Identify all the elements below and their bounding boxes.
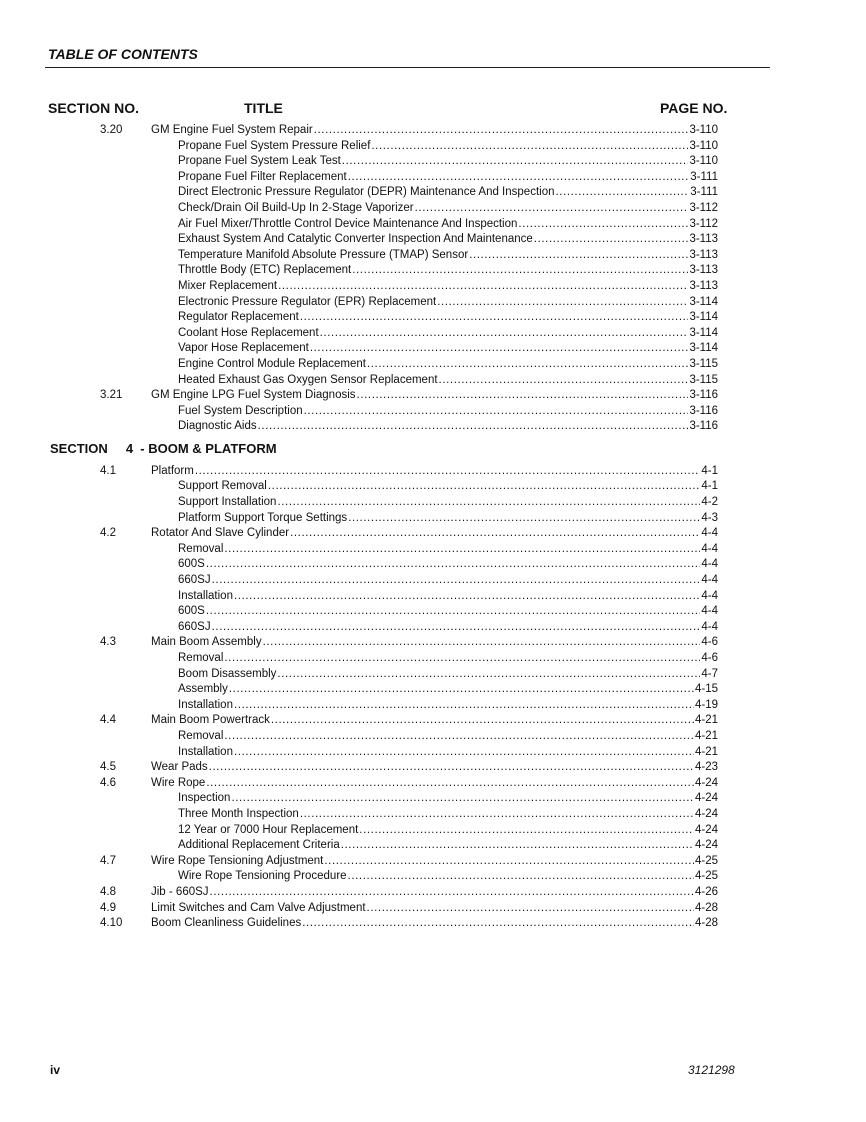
toc-entry-line bbox=[151, 388, 718, 404]
toc-entry-page: 4-4 bbox=[701, 527, 718, 540]
toc-entry-line bbox=[178, 248, 718, 264]
toc-entry-page: 4-1 bbox=[701, 480, 718, 493]
toc-entry-line bbox=[178, 698, 718, 714]
toc-entry[interactable] bbox=[0, 823, 866, 839]
toc-entry[interactable] bbox=[0, 326, 866, 342]
toc-entry[interactable] bbox=[0, 419, 866, 435]
toc-entry[interactable] bbox=[0, 495, 866, 511]
section-heading-title: SECTION 4 - BOOM & PLATFORM bbox=[50, 440, 277, 456]
dot-leader bbox=[324, 854, 694, 870]
toc-entry-line bbox=[151, 713, 718, 729]
toc-entry[interactable] bbox=[0, 916, 866, 932]
toc-entry-line bbox=[151, 760, 718, 776]
toc-entry-title: Coolant Hose Replacement bbox=[178, 326, 319, 339]
dot-leader bbox=[534, 232, 689, 248]
dot-leader bbox=[263, 635, 701, 651]
toc-entry-page: 4-15 bbox=[694, 683, 718, 696]
dot-leader bbox=[314, 123, 689, 139]
dot-leader bbox=[212, 620, 701, 636]
dot-leader bbox=[224, 542, 700, 558]
toc-entry-line bbox=[178, 154, 718, 170]
toc-entry-page: 4-6 bbox=[701, 636, 718, 649]
toc-entry-title: Mixer Replacement bbox=[178, 279, 278, 292]
section-heading bbox=[0, 439, 866, 462]
toc-entry-page: 4-23 bbox=[694, 761, 718, 774]
toc-entry-title: Diagnostic Aids bbox=[178, 420, 257, 433]
toc-entry-page: 4-25 bbox=[694, 870, 718, 883]
toc-entry-title: Direct Electronic Pressure Regulator (DEPR) Maintenance And Inspection bbox=[178, 186, 555, 199]
toc-entry[interactable] bbox=[0, 791, 866, 807]
toc-entry-title: Engine Control Module Replacement bbox=[178, 357, 366, 370]
toc-entry[interactable] bbox=[0, 341, 866, 357]
toc-entry[interactable] bbox=[0, 885, 866, 901]
toc-entry[interactable] bbox=[0, 635, 866, 651]
toc-entry-page: 3-116 bbox=[689, 389, 718, 402]
toc-entry-page: 3-112 bbox=[689, 217, 718, 230]
toc-entry-title: Limit Switches and Cam Valve Adjustment bbox=[151, 901, 366, 914]
toc-entry-page: 4-1 bbox=[701, 464, 718, 477]
toc-entry[interactable] bbox=[0, 838, 866, 854]
toc-entry-page: 3-110 bbox=[689, 155, 718, 168]
toc-entry-title: Assembly bbox=[178, 683, 228, 696]
toc-entry[interactable] bbox=[0, 357, 866, 373]
toc-entry-title: Fuel System Description bbox=[178, 404, 303, 417]
toc-entry[interactable] bbox=[0, 511, 866, 527]
header-rule bbox=[45, 67, 770, 68]
toc-entry-page: 4-21 bbox=[694, 714, 718, 727]
toc-entry-title: 660SJ bbox=[178, 620, 211, 633]
toc-entry-title: Exhaust System And Catalytic Converter Inspection And Maintenance bbox=[178, 233, 533, 246]
toc-entry[interactable] bbox=[0, 279, 866, 295]
dot-leader bbox=[224, 651, 700, 667]
dot-leader bbox=[341, 838, 694, 854]
dot-leader bbox=[371, 139, 688, 155]
toc-entry-title: Wear Pads bbox=[151, 761, 208, 774]
column-header-section: SECTION NO. bbox=[48, 100, 140, 116]
toc-entry-page: 4-4 bbox=[701, 589, 718, 602]
toc-entry-page: 3-114 bbox=[689, 311, 718, 324]
toc-entry-page: 3-113 bbox=[689, 233, 718, 246]
toc-entry-page: 4-19 bbox=[694, 698, 718, 711]
dot-leader bbox=[258, 419, 689, 435]
toc-entry-title: Platform Support Torque Settings bbox=[178, 511, 348, 524]
toc-entry-title: Installation bbox=[178, 745, 233, 758]
toc-entry-number: 3.20 bbox=[100, 124, 123, 136]
toc-entry[interactable] bbox=[0, 404, 866, 420]
toc-entry-title: Jib - 660SJ bbox=[151, 885, 209, 898]
toc-entry[interactable] bbox=[0, 573, 866, 589]
toc-entry-number: 4.3 bbox=[100, 636, 116, 649]
toc-entry[interactable] bbox=[0, 667, 866, 683]
toc-entry-page: 4-6 bbox=[701, 652, 718, 664]
dot-leader bbox=[300, 310, 689, 326]
toc-entry-page: 4-4 bbox=[701, 605, 718, 618]
toc-entry-title: Regulator Replacement bbox=[178, 311, 299, 324]
dot-leader bbox=[210, 885, 694, 901]
dot-leader bbox=[437, 295, 688, 311]
toc-entry[interactable] bbox=[0, 901, 866, 917]
toc-entry[interactable] bbox=[0, 589, 866, 605]
toc-entry-title: Removal bbox=[178, 542, 224, 555]
toc-entry-page: 3-111 bbox=[690, 170, 718, 183]
toc-entry[interactable] bbox=[0, 232, 866, 248]
toc-entry[interactable] bbox=[0, 760, 866, 776]
dot-leader bbox=[302, 916, 694, 932]
toc-entry-line bbox=[178, 557, 718, 573]
toc-entry-number: 4.4 bbox=[100, 714, 116, 727]
toc-entry[interactable] bbox=[0, 713, 866, 729]
toc-entry-line bbox=[151, 854, 718, 870]
toc-entry[interactable] bbox=[0, 201, 866, 217]
toc-entry-line bbox=[178, 745, 718, 761]
footer-page-number: iv bbox=[50, 1063, 61, 1077]
toc-entry-number: 4.10 bbox=[100, 917, 123, 930]
dot-leader bbox=[231, 791, 694, 807]
toc-entry-line bbox=[151, 464, 718, 480]
toc-entry[interactable] bbox=[0, 854, 866, 870]
dot-leader bbox=[342, 154, 689, 170]
toc-entry-line bbox=[178, 404, 718, 420]
toc-entry-title: Three Month Inspection bbox=[178, 807, 299, 820]
toc-entry-line bbox=[151, 526, 718, 542]
dot-leader bbox=[357, 388, 689, 404]
toc-entry-page: 4-21 bbox=[694, 745, 718, 758]
dot-leader bbox=[359, 823, 694, 839]
toc-entry[interactable] bbox=[0, 248, 866, 264]
toc-entry-page: 4-21 bbox=[694, 729, 718, 742]
toc-entry-line bbox=[178, 651, 718, 667]
toc-entry[interactable] bbox=[0, 310, 866, 326]
footer-document-number: 3121298 bbox=[688, 1063, 735, 1077]
toc-entry-line bbox=[178, 511, 718, 527]
toc-entry-title: GM Engine Fuel System Repair bbox=[151, 124, 313, 136]
toc-entry[interactable] bbox=[0, 373, 866, 389]
toc-entry-line bbox=[178, 217, 718, 233]
toc-entry-title: Vapor Hose Replacement bbox=[178, 342, 309, 355]
toc-entry-number: 3.21 bbox=[100, 389, 123, 402]
toc-entry-page: 4-4 bbox=[701, 620, 718, 633]
dot-leader bbox=[518, 217, 688, 233]
toc-entry-line bbox=[178, 201, 718, 217]
toc-entry[interactable] bbox=[0, 620, 866, 636]
dot-leader bbox=[439, 373, 689, 389]
toc-entry-line bbox=[178, 341, 718, 357]
toc-entry[interactable] bbox=[0, 526, 866, 542]
dot-leader bbox=[268, 479, 701, 495]
column-header-page: PAGE NO. bbox=[660, 100, 728, 116]
toc-entry-title: Wire Rope bbox=[151, 776, 206, 789]
toc-entry-page: 4-4 bbox=[701, 558, 718, 571]
toc-entry[interactable] bbox=[0, 263, 866, 279]
toc-entry-title: Heated Exhaust Gas Oxygen Sensor Replacement bbox=[178, 373, 438, 386]
toc-entry-line bbox=[178, 573, 718, 589]
toc-entry-title: Wire Rope Tensioning Procedure bbox=[178, 870, 347, 883]
toc-entry-line bbox=[178, 869, 718, 885]
toc-entry-title: Propane Fuel System Leak Test bbox=[178, 155, 341, 168]
toc-entry-line bbox=[151, 635, 718, 651]
dot-leader bbox=[234, 589, 700, 605]
toc-entry-page: 4-7 bbox=[701, 667, 718, 680]
toc-entry-line bbox=[151, 885, 718, 901]
toc-entry-line bbox=[178, 357, 718, 373]
toc-entry[interactable] bbox=[0, 729, 866, 745]
toc-entry-title: Boom Disassembly bbox=[178, 667, 277, 680]
toc-entry-line bbox=[178, 838, 718, 854]
toc-entry-line bbox=[178, 373, 718, 389]
toc-entry-page: 3-114 bbox=[689, 342, 718, 355]
toc-entry-title: 12 Year or 7000 Hour Replacement bbox=[178, 823, 359, 836]
toc-entry-line bbox=[178, 170, 718, 186]
toc-entry-page: 4-28 bbox=[694, 917, 718, 930]
dot-leader bbox=[195, 464, 701, 480]
toc-entry-page: 3-115 bbox=[689, 373, 718, 386]
toc-entry-page: 4-26 bbox=[694, 885, 718, 898]
toc-entry-page: 4-24 bbox=[694, 792, 718, 805]
toc-entry-line bbox=[178, 479, 718, 495]
toc-entry-title: Check/Drain Oil Build-Up In 2-Stage Vaporizer bbox=[178, 201, 414, 214]
dot-leader bbox=[469, 248, 688, 264]
toc-entry-line bbox=[178, 729, 718, 745]
toc-entry-title: 660SJ bbox=[178, 574, 211, 587]
toc-entry-page: 4-3 bbox=[701, 511, 718, 524]
toc-entry-page: 4-24 bbox=[694, 776, 718, 789]
toc-entry-page: 3-110 bbox=[689, 139, 718, 152]
dot-leader bbox=[320, 326, 689, 342]
toc-entry-page: 3-114 bbox=[689, 295, 718, 308]
toc-entry-number: 4.7 bbox=[100, 854, 116, 867]
toc-entry-line bbox=[151, 916, 718, 932]
toc-entry-title: Air Fuel Mixer/Throttle Control Device Maintenance And Inspection bbox=[178, 217, 518, 230]
dot-leader bbox=[555, 185, 689, 201]
toc-entry-title: Installation bbox=[178, 698, 233, 711]
toc-entry-line bbox=[151, 123, 718, 139]
toc-entry[interactable] bbox=[0, 682, 866, 698]
toc-entry-title: Additional Replacement Criteria bbox=[178, 839, 340, 852]
toc-entry-number: 4.8 bbox=[100, 885, 116, 898]
toc-entry[interactable] bbox=[0, 295, 866, 311]
toc-entry-line bbox=[178, 232, 718, 248]
toc-entry[interactable] bbox=[0, 217, 866, 233]
toc-entry[interactable] bbox=[0, 807, 866, 823]
toc-entry-page: 3-114 bbox=[689, 326, 718, 339]
toc-entry-title: 600S bbox=[178, 558, 205, 571]
toc-entry[interactable] bbox=[0, 154, 866, 170]
toc-list bbox=[0, 123, 866, 932]
toc-entry-page: 4-4 bbox=[701, 574, 718, 587]
toc-entry[interactable] bbox=[0, 776, 866, 792]
dot-leader bbox=[206, 604, 701, 620]
toc-entry-page: 3-113 bbox=[689, 248, 718, 261]
toc-entry-line bbox=[178, 667, 718, 683]
dot-leader bbox=[206, 776, 694, 792]
toc-entry-line bbox=[178, 823, 718, 839]
toc-entry[interactable] bbox=[0, 698, 866, 714]
dot-leader bbox=[209, 760, 694, 776]
toc-entry[interactable] bbox=[0, 557, 866, 573]
toc-entry-line bbox=[178, 295, 718, 311]
toc-entry-page: 3-116 bbox=[689, 420, 718, 433]
toc-entry-line bbox=[178, 310, 718, 326]
dot-leader bbox=[234, 745, 694, 761]
toc-entry-line bbox=[178, 807, 718, 823]
toc-entry-line bbox=[151, 901, 718, 917]
toc-entry-page: 3-110 bbox=[689, 124, 718, 136]
toc-entry-number: 4.6 bbox=[100, 776, 116, 789]
toc-entry-title: Support Installation bbox=[178, 496, 277, 509]
dot-leader bbox=[277, 495, 700, 511]
dot-leader bbox=[206, 557, 701, 573]
toc-entry-number: 4.1 bbox=[100, 464, 116, 477]
dot-leader bbox=[352, 263, 688, 279]
toc-entry-line bbox=[178, 542, 718, 558]
dot-leader bbox=[348, 170, 690, 186]
toc-entry-title: Temperature Manifold Absolute Pressure (TMAP) Sensor bbox=[178, 248, 469, 261]
toc-entry-line bbox=[178, 620, 718, 636]
toc-entry-title: Propane Fuel System Pressure Relief bbox=[178, 139, 371, 152]
toc-entry-line bbox=[178, 326, 718, 342]
toc-entry[interactable] bbox=[0, 651, 866, 667]
dot-leader bbox=[290, 526, 700, 542]
toc-entry-title: GM Engine LPG Fuel System Diagnosis bbox=[151, 389, 356, 402]
toc-entry-page: 3-115 bbox=[689, 357, 718, 370]
toc-entry-title: Rotator And Slave Cylinder bbox=[151, 527, 290, 540]
toc-entry-line bbox=[178, 263, 718, 279]
toc-entry-line bbox=[178, 139, 718, 155]
toc-entry-page: 3-113 bbox=[689, 264, 718, 277]
toc-entry[interactable] bbox=[0, 542, 866, 558]
toc-entry[interactable] bbox=[0, 604, 866, 620]
toc-entry-title: Platform bbox=[151, 464, 194, 477]
toc-entry-line bbox=[151, 776, 718, 792]
toc-entry-number: 4.5 bbox=[100, 761, 116, 774]
toc-entry[interactable] bbox=[0, 123, 866, 139]
toc-entry-title: Main Boom Powertrack bbox=[151, 714, 270, 727]
toc-entry[interactable] bbox=[0, 139, 866, 155]
dot-leader bbox=[278, 279, 688, 295]
toc-entry-line bbox=[178, 604, 718, 620]
column-header-title: TITLE bbox=[244, 100, 283, 116]
toc-entry[interactable] bbox=[0, 479, 866, 495]
toc-entry-title: Throttle Body (ETC) Replacement bbox=[178, 264, 352, 277]
toc-entry-title: Propane Fuel Filter Replacement bbox=[178, 170, 347, 183]
toc-entry-title: Inspection bbox=[178, 792, 231, 805]
dot-leader bbox=[271, 713, 694, 729]
toc-entry-line bbox=[178, 682, 718, 698]
dot-leader bbox=[212, 573, 701, 589]
dot-leader bbox=[348, 869, 694, 885]
dot-leader bbox=[367, 901, 694, 917]
dot-leader bbox=[277, 667, 700, 683]
toc-entry-title: Electronic Pressure Regulator (EPR) Replacement bbox=[178, 295, 437, 308]
toc-entry-title: 600S bbox=[178, 605, 205, 618]
toc-entry-title: Wire Rope Tensioning Adjustment bbox=[151, 854, 324, 867]
toc-entry-title: Removal bbox=[178, 652, 224, 664]
toc-entry-line bbox=[178, 185, 718, 201]
toc-entry[interactable] bbox=[0, 185, 866, 201]
toc-entry-page: 4-4 bbox=[701, 542, 718, 555]
dot-leader bbox=[310, 341, 689, 357]
dot-leader bbox=[224, 729, 694, 745]
toc-entry[interactable] bbox=[0, 388, 866, 404]
toc-entry-line bbox=[178, 791, 718, 807]
dot-leader bbox=[348, 511, 700, 527]
toc-entry-page: 4-24 bbox=[694, 807, 718, 820]
toc-entry[interactable] bbox=[0, 745, 866, 761]
dot-leader bbox=[300, 807, 694, 823]
toc-entry-number: 4.9 bbox=[100, 901, 116, 914]
toc-entry-title: Removal bbox=[178, 729, 224, 742]
toc-entry[interactable] bbox=[0, 464, 866, 480]
toc-entry-line bbox=[178, 589, 718, 605]
toc-entry-page: 4-2 bbox=[701, 496, 718, 509]
dot-leader bbox=[304, 404, 689, 420]
toc-entry-page: 3-112 bbox=[689, 201, 718, 214]
page-header-title: TABLE OF CONTENTS bbox=[48, 46, 198, 62]
dot-leader bbox=[367, 357, 688, 373]
toc-entry-line bbox=[178, 419, 718, 435]
toc-entry-page: 4-25 bbox=[694, 854, 718, 867]
toc-entry-title: Boom Cleanliness Guidelines bbox=[151, 917, 302, 930]
toc-entry-title: Main Boom Assembly bbox=[151, 636, 262, 649]
toc-entry-line bbox=[178, 279, 718, 295]
toc-entry-page: 4-24 bbox=[694, 839, 718, 852]
toc-entry[interactable] bbox=[0, 170, 866, 186]
toc-entry[interactable] bbox=[0, 869, 866, 885]
toc-entry-number: 4.2 bbox=[100, 527, 116, 540]
toc-entry-page: 3-113 bbox=[689, 279, 718, 292]
toc-entry-page: 4-28 bbox=[694, 901, 718, 914]
toc-entry-page: 4-24 bbox=[694, 823, 718, 836]
dot-leader bbox=[229, 682, 694, 698]
toc-entry-page: 3-116 bbox=[689, 404, 718, 417]
dot-leader bbox=[415, 201, 689, 217]
toc-entry-page: 3-111 bbox=[690, 186, 718, 199]
toc-entry-line bbox=[178, 495, 718, 511]
toc-entry-title: Support Removal bbox=[178, 480, 267, 493]
dot-leader bbox=[234, 698, 694, 714]
toc-entry-title: Installation bbox=[178, 589, 233, 602]
